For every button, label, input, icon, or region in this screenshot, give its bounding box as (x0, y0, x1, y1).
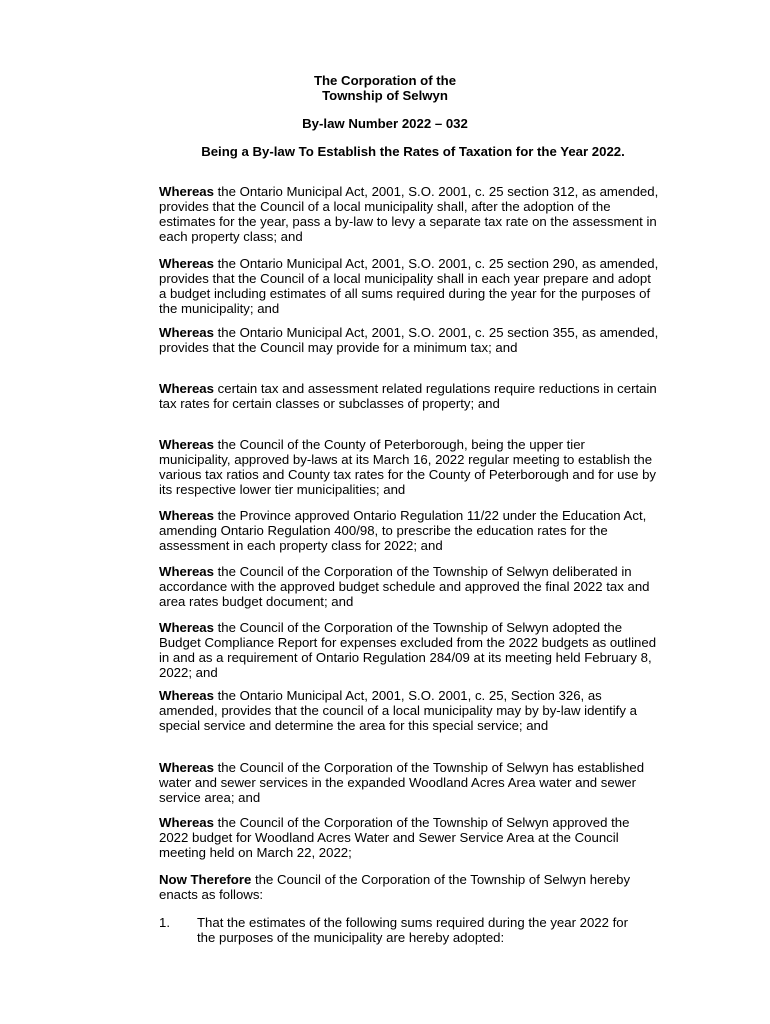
corporation-line-2: Township of Selwyn (322, 88, 448, 103)
item-text: That the estimates of the following sums required during the year 2022 for the purposes of the municipality are hereby adopted: (197, 915, 629, 945)
paragraph-1 (159, 184, 659, 244)
paragraph-4 (159, 381, 659, 411)
paragraph-2 (159, 256, 659, 316)
paragraph-text: the Province approved Ontario Regulation 11/22 under the Education Act, amending Ontario Regulation 400/98, to prescribe the education rates for the assessment in each property class for 2022; and (159, 508, 647, 553)
paragraph-lead: Whereas (159, 381, 214, 396)
paragraph-lead: Whereas (159, 564, 214, 579)
paragraph-3 (159, 325, 659, 355)
paragraph-text: the Ontario Municipal Act, 2001, S.O. 2001, c. 25, Section 326, as amended, provides that the council of a local municipality may by by-law identify a special service and determine the area for this special service; and (159, 688, 637, 733)
paragraph-10 (159, 760, 659, 805)
paragraph-text: certain tax and assessment related regulations require reductions in certain tax rates for certain classes or subclasses of property; and (159, 381, 657, 411)
paragraph-lead: Whereas (159, 256, 214, 271)
paragraph-text: the Council of the Corporation of the Township of Selwyn hereby enacts as follows: (159, 872, 631, 902)
paragraph-text: the Ontario Municipal Act, 2001, S.O. 2001, c. 25 section 290, as amended, provides that the Council of a local municipality shall in each year prepare and adopt a budget including estimates of all sums required during the year for the purposes of the municipality; and (159, 256, 659, 316)
paragraph-text: the Ontario Municipal Act, 2001, S.O. 2001, c. 25 section 355, as amended, provides that the Council may provide for a minimum tax; and (159, 325, 659, 355)
item-number: 1. (159, 915, 170, 930)
paragraph-text: the Council of the Corporation of the Township of Selwyn has established water and sewer services in the expanded Woodland Acres Area water and sewer service area; and (159, 760, 645, 805)
paragraph-lead: Whereas (159, 437, 214, 452)
paragraph-lead: Whereas (159, 760, 214, 775)
paragraph-lead: Whereas (159, 815, 214, 830)
paragraph-9 (159, 688, 659, 733)
paragraph-text: the Council of the County of Peterborough, being the upper tier municipality, approved by-laws at its March 16, 2022 regular meeting to establish the various tax ratios and County tax rates for the County of Peterborough and for use by its respective lower tier municipalities; and (159, 437, 657, 497)
paragraph-8 (159, 620, 659, 680)
paragraph-text: the Council of the Corporation of the Township of Selwyn approved the 2022 budget for Woodland Acres Water and Sewer Service Area at the Council meeting held on March 22, 2022; (159, 815, 630, 860)
paragraph-7 (159, 564, 659, 609)
corporation-heading (0, 73, 770, 103)
bylaw-number: By-law Number 2022 – 032 (302, 116, 468, 131)
paragraph-lead: Whereas (159, 325, 214, 340)
paragraph-6 (159, 508, 659, 553)
paragraph-lead: Now Therefore (159, 872, 252, 887)
paragraph-now-therefore (159, 872, 659, 902)
paragraph-lead: Whereas (159, 688, 214, 703)
paragraph-lead: Whereas (159, 508, 214, 523)
bylaw-title: Being a By-law To Establish the Rates of Taxation for the Year 2022. (201, 144, 625, 159)
paragraph-text: the Ontario Municipal Act, 2001, S.O. 2001, c. 25 section 312, as amended, provides that the Council of a local municipality shall, after the adoption of the estimates for the year, pass a by-law to levy a separate tax rate on the assessment in each property class; and (159, 184, 659, 244)
paragraph-5 (159, 437, 659, 497)
paragraph-11 (159, 815, 659, 860)
corporation-line-1: The Corporation of the (313, 73, 457, 88)
paragraph-lead: Whereas (159, 184, 214, 199)
paragraph-lead: Whereas (159, 620, 214, 635)
paragraph-text: the Council of the Corporation of the Township of Selwyn adopted the Budget Compliance Report for expenses excluded from the 2022 budgets as outlined in and as a requirement of Ontario Regulation 284/09 at its meeting held February 8, 2022; and (159, 620, 657, 680)
paragraph-text: the Council of the Corporation of the Township of Selwyn deliberated in accordance with the approved budget schedule and approved the final 2022 tax and area rates budget document; and (159, 564, 650, 609)
